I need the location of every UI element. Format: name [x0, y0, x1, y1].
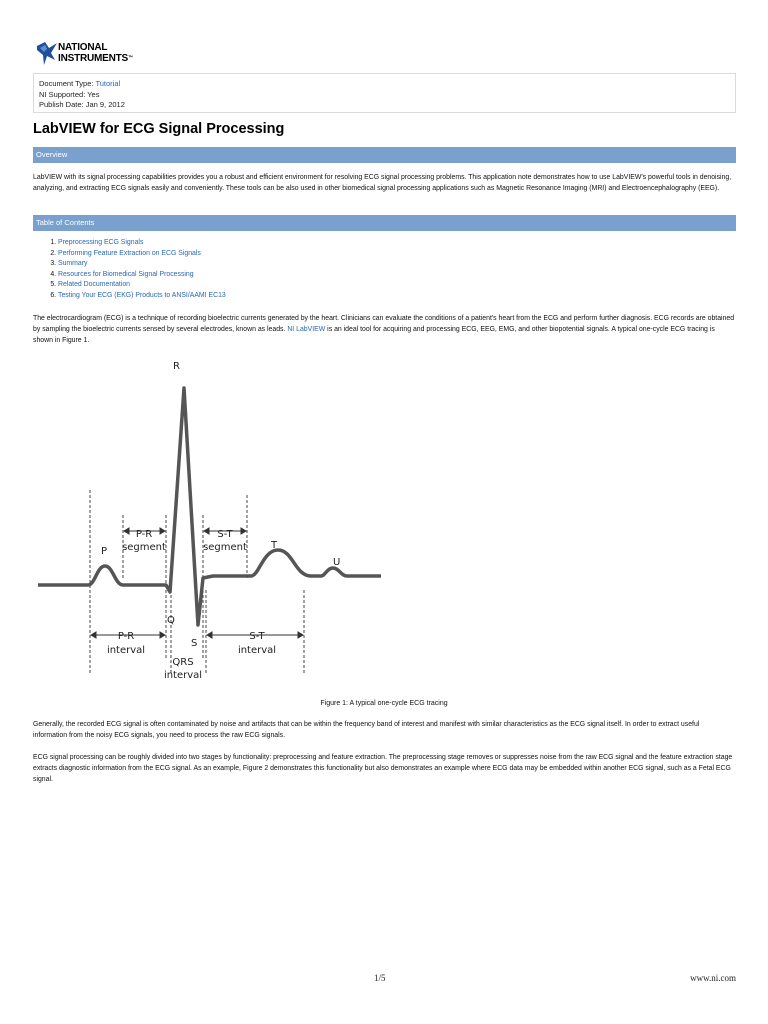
logo-line-2: INSTRUMENTS™: [58, 53, 133, 64]
paragraph-noise: Generally, the recorded ECG signal is often contaminated by noise and artifacts that can be within the frequency band of interest and manifest with similar characteristics as the ECG signal itself. In order to extract useful information from the noisy ECG signals, you need to process the raw ECG signals.: [33, 721, 700, 739]
pr-segment-label-2: segment: [122, 542, 166, 553]
st-segment-label-1: S-T: [217, 529, 233, 540]
st-interval-label-1: S-T: [249, 631, 265, 642]
doc-type-line: [39, 79, 120, 88]
document-meta-box: [33, 73, 736, 113]
paragraph-stages: ECG signal processing can be roughly divided into two stages by functionality: preprocessing and feature extraction. The preprocessing stage removes or suppresses noise from the raw ECG signal and the feature extraction stage extracts diagnostic information from the ECG signal. As an example, Figure 2 demonstrates this functionality but also demonstrates an example where ECG data may be embedded within another ECG signal, such as a Fetal ECG signal.: [33, 754, 733, 783]
toc-item[interactable]: 3. Summary: [58, 259, 226, 270]
label-r: R: [173, 361, 180, 372]
label-q: Q: [167, 615, 175, 626]
table-of-contents: [33, 238, 226, 301]
pr-segment-label-1: P-R: [135, 529, 153, 540]
page-number: 1/5: [374, 973, 386, 983]
pr-interval-label-2: interval: [106, 645, 146, 656]
toc-header: Table of Contents: [33, 215, 736, 231]
label-u: U: [333, 557, 341, 568]
logo-text: [58, 42, 133, 64]
toc-item[interactable]: 1. Preprocessing ECG Signals: [58, 238, 226, 249]
intro-text-part2: is an ideal tool for acquiring and processing ECG, EEG, EMG, and other biopotential signals. A typical one-cycle ECG tracing is shown in Figure 1.: [33, 326, 715, 344]
qrs-interval-label-1: QRS: [172, 657, 194, 668]
qrs-interval-label-2: interval: [163, 670, 203, 681]
doc-type-link[interactable]: Tutorial: [95, 79, 121, 88]
intro-text: [33, 313, 735, 346]
toc-item[interactable]: 4. Resources for Biomedical Signal Processing: [58, 270, 226, 281]
label-s: S: [191, 638, 198, 649]
eagle-logo-icon: [36, 40, 58, 66]
toc-item[interactable]: 2. Performing Feature Extraction on ECG Signals: [58, 249, 226, 260]
overview-header: Overview: [33, 147, 736, 163]
ni-labview-link[interactable]: NI LabVIEW: [287, 326, 326, 333]
toc-item[interactable]: 5. Related Documentation: [58, 280, 226, 291]
logo-line-1: NATIONAL: [58, 42, 108, 53]
ni-logo: [36, 40, 146, 70]
st-segment-label-2: segment: [203, 542, 247, 553]
st-interval-label-2: interval: [237, 645, 277, 656]
figure-caption: Figure 1: A typical one-cycle ECG tracing: [320, 700, 448, 707]
intro-text-part1: The electrocardiogram (ECG) is a technique of recording bioelectric currents generated by the heart. Clinicians can evaluate the conditions of a patient's heart from the ECG and perform further diagnosis. ECG records are obtained by sampling the bioelectric currents sensed by several electrodes, known as leads.: [33, 315, 735, 333]
overview-text: LabVIEW with its signal processing capabilities provides you a robust and efficient environment for resolving ECG signal processing problems. This application note demonstrates how to use LabVIEW's powerful tools in denoising, analyzing, and extracting ECG signals easily and conveniently. These tools can be also used in other biomedical signal processing applications such as Magnetic Resonance Imaging (MRI) and Electroencephalography (EEG).: [33, 174, 732, 192]
toc-item[interactable]: 6. Testing Your ECG (EKG) Products to ANSI/AAMI EC13: [58, 291, 226, 302]
ecg-trace: [38, 388, 381, 625]
pr-interval-label-1: P-R: [117, 631, 135, 642]
page-title: LabVIEW for ECG Signal Processing: [33, 121, 285, 137]
ecg-figure: [33, 355, 393, 685]
doc-type-label: Document Type:: [39, 79, 94, 88]
footer-url[interactable]: www.ni.com: [690, 973, 736, 983]
publish-date: Publish Date: Jan 9, 2012: [39, 100, 125, 109]
ni-supported: NI Supported: Yes: [39, 90, 100, 99]
label-t: T: [271, 540, 278, 551]
label-p: P: [101, 546, 108, 557]
